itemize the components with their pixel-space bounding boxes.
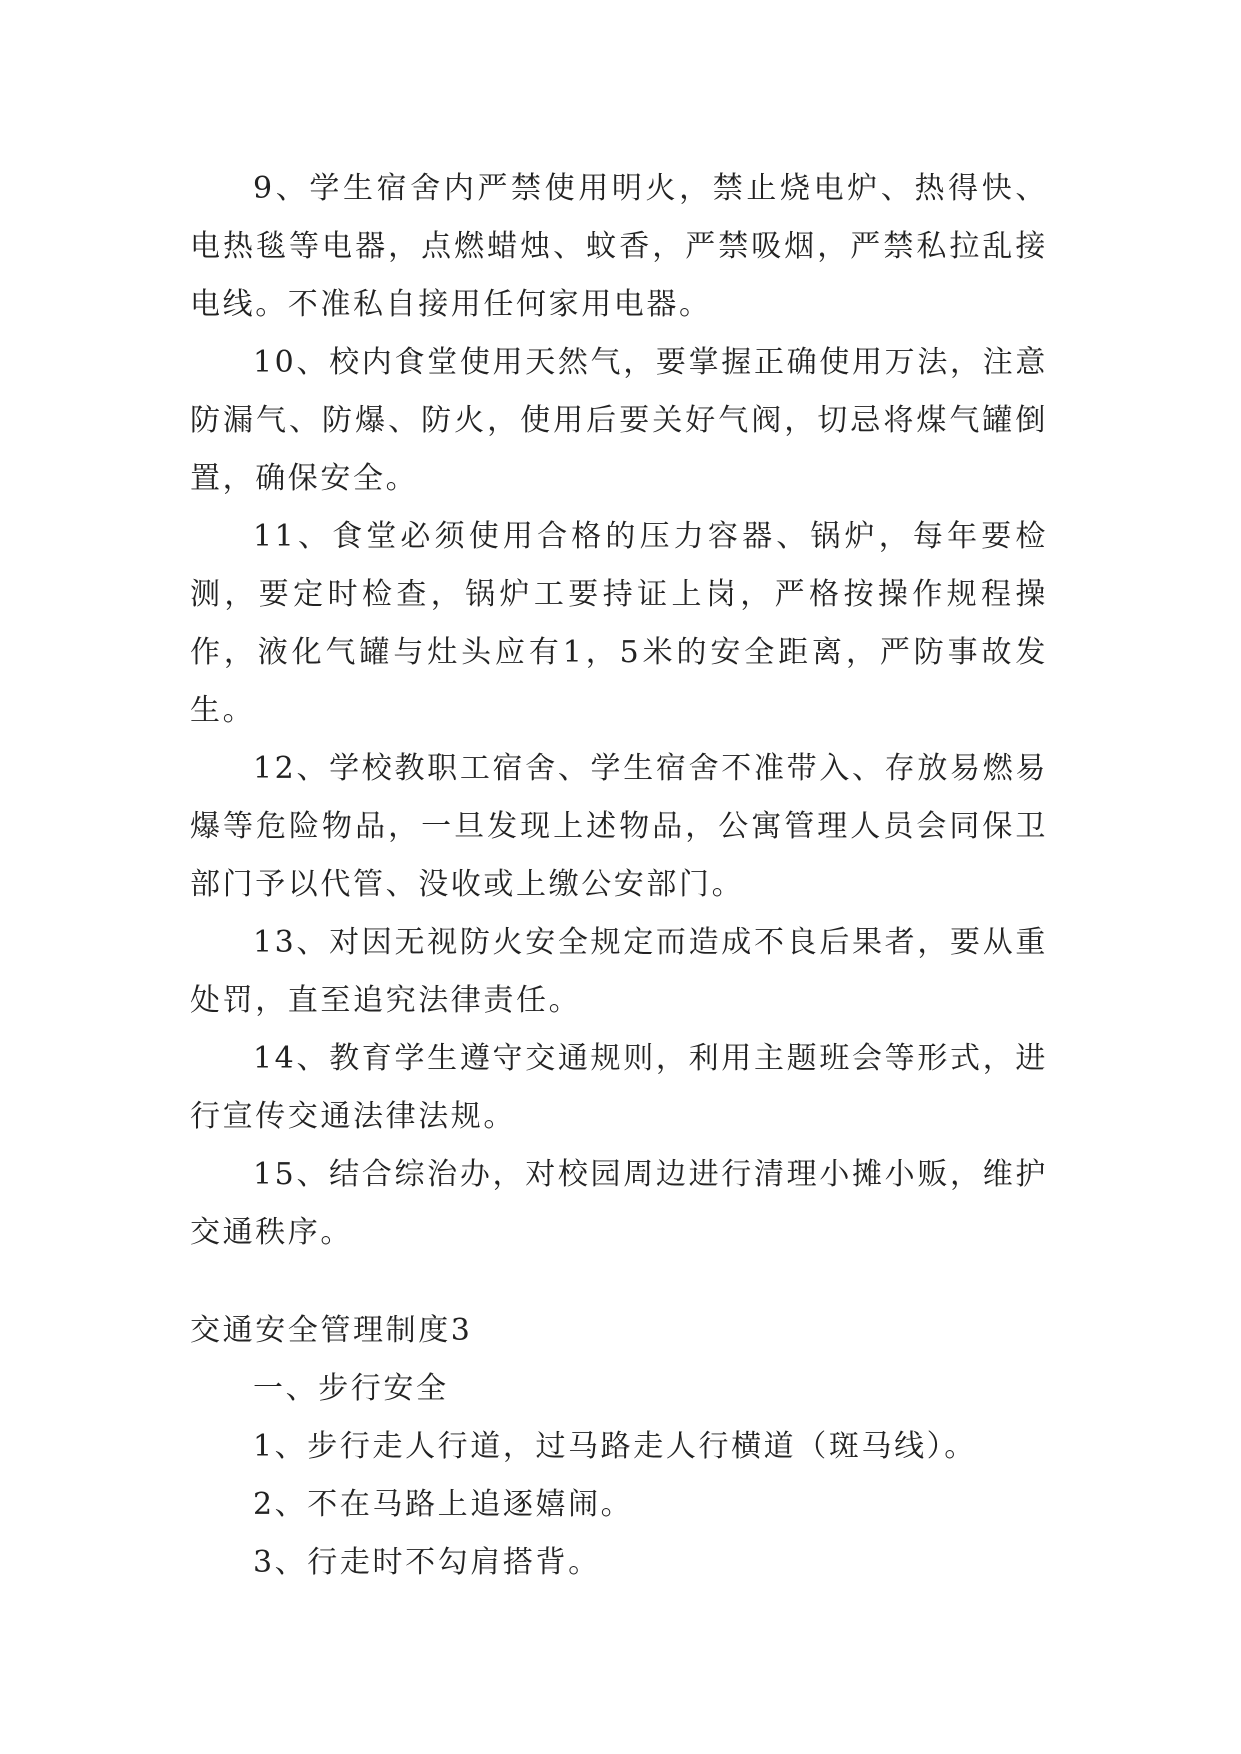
paragraph-item-9: 9、学生宿舍内严禁使用明火，禁止烧电炉、热得快、电热毯等电器，点燃蜡烛、蚊香，严禁吸烟，严禁私拉乱接电线。不准私自接用任何家用电器。: [190, 171, 1048, 322]
list-item: 1、步行走人行道，过马路走人行横道（斑马线）。: [253, 1429, 977, 1464]
list-item: 2、不在马路上追逐嬉闹。: [253, 1487, 634, 1522]
paragraph-item-12: 12、学校教职工宿舍、学生宿舍不准带入、存放易燃易爆等危险物品，一旦发现上述物品，公寓管理人员会同保卫部门予以代管、没收或上缴公安部门。: [190, 751, 1048, 902]
subsection-heading: 一、步行安全: [253, 1371, 449, 1406]
paragraph-item-13: 13、对因无视防火安全规定而造成不良后果者，要从重处罚，直至追究法律责任。: [190, 925, 1048, 1018]
paragraph-item-14: 14、教育学生遵守交通规则，利用主题班会等形式，进行宣传交通法律法规。: [190, 1041, 1048, 1134]
paragraph-item-11: 11、食堂必须使用合格的压力容器、锅炉，每年要检测，要定时检查，锅炉工要持证上岗，严格按操作规程操作，液化气罐与灶头应有1，5米的安全距离，严防事故发生。: [190, 519, 1048, 728]
paragraph-item-10: 10、校内食堂使用天然气，要掌握正确使用万法，注意防漏气、防爆、防火，使用后要关好气阀，切忌将煤气罐倒置，确保安全。: [190, 345, 1048, 496]
section-title: 交通安全管理制度3: [190, 1313, 473, 1348]
list-item: 3、行走时不勾肩搭背。: [253, 1545, 601, 1580]
document-body: [190, 160, 1048, 1592]
paragraph-item-15: 15、结合综治办，对校园周边进行清理小摊小贩，维护交通秩序。: [190, 1157, 1048, 1250]
